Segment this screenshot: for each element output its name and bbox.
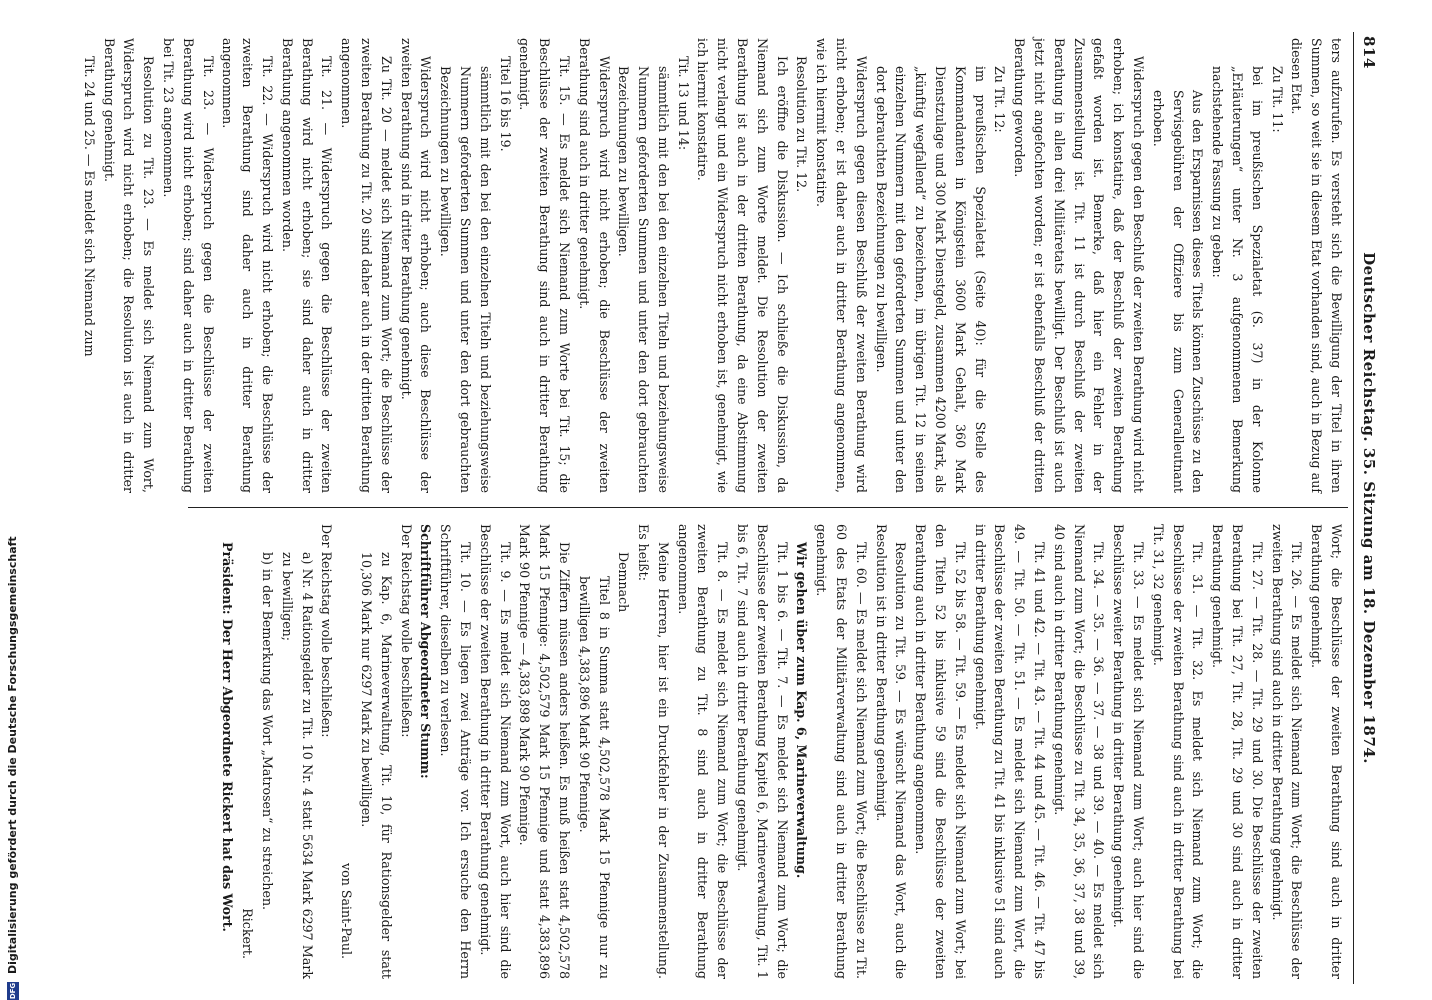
page-header <box>1356 36 1378 980</box>
paragraph: Resolution zu Tit. 59. — Es wünscht Niemand das Wort, auch die Resolution ist in dritter Berathung genehmigt. <box>873 524 909 979</box>
paragraph: sämmtlich mit den bei den einzelnen Titeln und beziehungsweise Nummern geforderten Summen und unter den dort gebrauchten Bezeichnungen zu bewilligen. <box>616 66 671 493</box>
paragraph: Tit. 22. — Widerspruch wird nicht erhoben; die Beschlüsse der zweiten Berathung sind daher auch in dritter Berathung angenommen. <box>220 38 275 493</box>
credit-text: Digitalisierung gefördert durch die Deutsche Forschungsgemeinschaft <box>6 536 19 974</box>
paragraph: bei im preußischen Spezialetat (S. 37) in der Kolonne „Erläuterungen“ unter Nr. 3 aufgenommenen Bemerkung nachstehende Fassung zu geben: <box>1210 66 1265 493</box>
paragraph: Tit. 9. — Es meldet sich Niemand zum Wort, auch hier sind die Beschlüsse der zweiten Berathung in dritter Berathung genehmigt. <box>477 524 513 979</box>
paragraph: Tit. 26. — Es meldet sich Niemand zum Wort; die Beschlüsse der zweiten Berathung sind auch in dritter Berathung genehmigt. <box>1269 524 1305 979</box>
paragraph: im preußischen Spezialetat (Seite 40): für die Stelle des Kommandanten in Königstein 3600 Mark Gehalt, 360 Mark Dienstzulage und 300 Mark Dienstgeld, zusammen 4200 Mark, als „künftig wegfallend“ zu bezeichnen, im übrigen Tit. 12 in seinen einzelnen Nummern mit den geforderten Summen und unter den dort gebrauchten Bezeichnungen zu bewilligen. <box>873 66 988 493</box>
paragraph: Meine Herren, hier ist ein Druckfehler in der Zusammenstellung. Es heißt: <box>636 524 671 979</box>
paragraph: Zu Tit. 12: <box>992 66 1008 133</box>
speaker-line: Schriftführer Abgeordneter Stumm: <box>418 524 434 779</box>
paragraph: Resolution zu Tit. 23. — Es meldet sich Niemand zum Wort, Widerspruch wird nicht erhoben; die Resolution ist auch in dritter Berathung genehmigt. <box>101 38 157 493</box>
paragraph: sämmtlich mit den bei den einzelnen Titeln und beziehungsweise Nummern geforderten Summen und unter den dort gebrauchten Bezeichnungen zu bewilligen. <box>438 66 493 493</box>
paragraph: Tit. 8. — Es meldet sich Niemand zum Wort; die Beschlüsse der zweiten Berathung zu Tit. 8 sind auch in dritter Berathung angenommen. <box>675 524 731 979</box>
signature: von Saint-Paul. <box>339 863 355 959</box>
paragraph: Der Reichstag wolle beschließen: <box>398 524 414 738</box>
header-rule <box>1353 32 1354 984</box>
paragraph: Tit. 10. — Es liegen zwei Anträge vor. Ich ersuche den Herrn Schriftführer, dieselben zu verlesen. <box>438 524 473 979</box>
paragraph: ters aufzurufen. Es versteht sich die Bewilligung der Titel in ihren Summen, so weit sie in diesem Etat vorhanden sind, auch in Bezug auf diesen Etat. <box>1289 38 1344 493</box>
paragraph: Tit. 31. — Tit. 32. Es meldet sich Niemand zum Wort; die Beschlüsse der zweiten Berathung sind auch in dritter Berathung bei Tit. 31, 32 genehmigt. <box>1150 524 1206 979</box>
paragraph: Tit. 34. — 35. — 36. — 37. — 38 und 39. — 40. — Es meldet sich Niemand zum Wort; die Beschlüsse zu Tit. 34, 35, 36, 37, 38 und 39, 40 sind auch in dritter Berathung genehmigt. <box>1051 524 1107 979</box>
signature: Rickert. <box>240 908 256 959</box>
paragraph: Titel 16 bis 19. <box>497 56 513 152</box>
paragraph: Zu Tit. 20 — meldet sich Niemand zum Wort; die Beschlüsse der zweiten Berathung zu Tit. 20 sind daher auch in der dritten Berathung angenommen. <box>339 38 394 493</box>
paragraph: Die Ziffern müssen anders heißen. Es muß heißen statt 4,502,578 Mark 15 Pfennige: 4,502,579 Mark 15 Pfennige und statt 4,383,896 Mark 90 Pfennige — 4,383,898 Mark 90 Pfennige. <box>517 524 572 979</box>
paragraph: Wort; die Beschlüsse der zweiten Berathung sind auch in dritter Berathung genehmigt. <box>1309 524 1344 979</box>
paragraph: Aus den Ersparnissen dieses Titels können Zuschüsse zu den Servisgebühren der Offiziere bis zum Generalleutnant erhoben. <box>1150 90 1206 493</box>
paragraph: Zu Tit. 11: <box>1269 66 1285 133</box>
paragraph: Ich eröffne die Diskussion. — Ich schließe die Diskussion, da Niemand sich zum Worte meldet. Die Resolution der zweiten Berathung ist auch in der dritten Berathung, da eine Abstimmung nicht verlangt und ein Widerspruch nicht erhoben ist, genehmigt, wie ich hiermit konstatire. <box>695 38 790 493</box>
paragraph: Tit. 23. — Widerspruch gegen die Beschlüsse der zweiten Berathung wird nicht erhoben; sind daher auch in dritter Berathung bei Tit. 23 angenommen. <box>160 38 216 493</box>
paragraph: Der Reichstag wolle beschließen: <box>319 524 335 738</box>
section-heading: Wir gehen über zum Kap. 6, Marineverwaltung. <box>794 542 810 879</box>
paragraph: Widerspruch gegen den Beschluß der zweiten Berathung wird nicht erhoben; ich konstatire, daß der Beschluß der zweiten Berathung gefaßt worden ist. Bemerke, daß hier ein Fehler in der Zusammenstellung ist. Tit. 11 ist durch Beschluß der zweiten Berathung in allen drei Militäretats bewilligt. Der Beschluß ist auch jetzt nicht angefochten worden; er ist ebenfalls Beschluß der dritten Berathung geworden. <box>1012 38 1147 493</box>
paragraph: Tit. 41 und 42. — Tit. 43. — Tit. 44 und 45. — Tit. 46. — Tit. 47 bis 49. — Tit. 50. — Tit. 51. — Es meldet sich Niemand zum Wort, die Beschlüsse der zweiten Berathung zu Tit. 41 bis inklusive 51 sind auch in dritter Berathung genehmigt. <box>972 524 1048 979</box>
speaker-line: Präsident: Der Herr Abgeordnete Rickert hat das Wort. <box>220 542 236 932</box>
left-column <box>81 38 1346 493</box>
paragraph: Demnach <box>616 552 632 613</box>
paragraph: Widerspruch wird nicht erhoben; auch diese Beschlüsse der zweiten Berathung sind in dritter Berathung genehmigt. <box>398 38 434 493</box>
dfg-logo: DFG <box>9 982 17 1000</box>
paragraph: a) Nr. 4 Rationsgelder zu Tit. 10 Nr. 4 statt 5634 Mark 6297 Mark zu bewilligen; <box>279 552 315 979</box>
paragraph: Resolution zu Tit. 12. <box>794 56 810 193</box>
scanned-page <box>50 18 1380 998</box>
paragraph: Tit. 60. — Es meldet sich Niemand zum Wort; die Beschlüsse zu Tit. 60 des Etats der Militärverwaltung sind auch in dritter Berathung genehmigt. <box>814 524 869 979</box>
paragraph: Tit. 21. — Widerspruch gegen die Beschlüsse der zweiten Berathung wird nicht erhoben; sie sind daher auch in dritter Berathung angenommen worden. <box>279 38 335 493</box>
paragraph: Titel 8 in Summa statt 4,502,578 Mark 15 Pfennige nur zu bewilligen 4,383,896 Mark 90 Pfennige. <box>576 576 612 979</box>
page-number: 814 <box>1360 36 1378 69</box>
right-column <box>196 524 1346 979</box>
paragraph: Widerspruch gegen diesen Beschluß der zweiten Berathung wird nicht erhoben; er ist daher auch in dritter Berathung angenommen, wie ich hiermit konstatire. <box>814 38 869 493</box>
paragraph: Tit. 13 und 14: <box>675 56 691 151</box>
paragraph: Tit. 27. — Tit. 28. — Tit. 29 und 30. Die Beschlüsse der zweiten Berathung bei Tit. 27, Tit. 28, Tit. 29 und 30 sind auch in dritter Berathung genehmigt. <box>1210 524 1265 979</box>
paragraph: b) in der Bemerkung das Wort „Matrosen“ zu streichen. <box>259 552 275 911</box>
digitization-credit <box>6 20 22 1000</box>
column-rule <box>188 507 1348 508</box>
paragraph: zu Kap. 6, Marineverwaltung, Tit. 10, für Rationsgelder statt 10,306 Mark nur 6297 Mark zu bewilligen. <box>358 552 394 979</box>
paragraph: Tit. 52 bis 58. — Tit. 59. — Es meldet sich Niemand zum Wort; bei den Titeln 52 bis inklusive 59 sind die Beschlüsse der zweiten Berathung auch in dritter Berathung angenommen. <box>913 524 968 979</box>
paragraph: Widerspruch wird nicht erhoben; die Beschlüsse der zweiten Berathung sind auch in dritter genehmigt. <box>576 38 612 493</box>
paragraph: Tit. 24 und 25. — Es meldet sich Niemand zum <box>81 56 97 357</box>
paragraph: Tit. 1 bis 6. — Tit. 7. — Es meldet sich Niemand zum Wort; die Beschlüsse der zweiten Berathung Kapitel 6, Marineverwaltung, Tit. 1 bis 6, Tit. 7 sind auch in dritter Berathung genehmigt. <box>735 524 790 979</box>
paragraph: Tit. 15. — Es meldet sich Niemand zum Worte bei Tit. 15; die Beschlüsse der zweiten Berathung sind auch in dritter Berathung genehmigt. <box>517 38 572 493</box>
running-title: Deutscher Reichstag. 35. Sitzung am 18. Dezember 1874. <box>1360 252 1378 764</box>
paragraph: Tit. 33. — Es meldet sich Niemand zum Wort; auch hier sind die Beschlüsse zweiter Berathung in dritter Berathung genehmigt. <box>1111 524 1147 979</box>
